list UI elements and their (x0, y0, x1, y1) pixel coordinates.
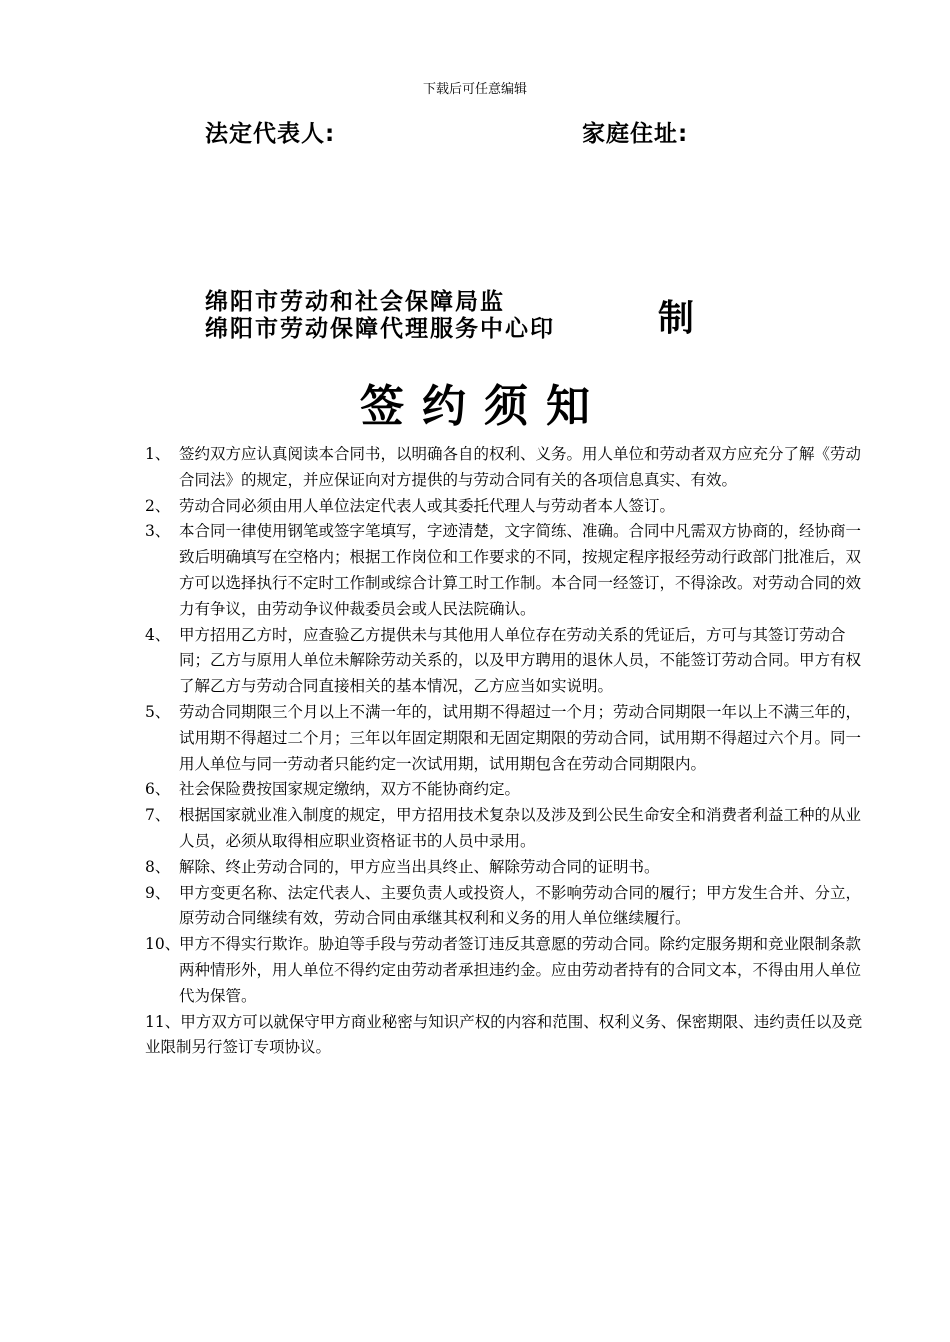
page-title: 签约须知 (360, 381, 608, 432)
notice-text: 甲方双方可以就保守甲方商业秘密与知识产权的内容和范围、权利义务、保密期限、违约责任以及竞业限制另行签订专项协议。 (145, 1012, 863, 1057)
issuer-zhi: 制 (658, 298, 695, 339)
notice-text: 社会保险费按国家规定缴纳，双方不能协商约定。 (179, 780, 521, 799)
notice-number: 10、 (145, 935, 181, 954)
header-note: 下载后可任意编辑 (422, 82, 527, 97)
home-address-label: 家庭住址: (582, 121, 689, 147)
notice-text: 解除、终止劳动合同的，甲方应当出具终止、解除劳动合同的证明书。 (179, 857, 660, 876)
notice-item (145, 881, 865, 933)
notice-item (145, 803, 865, 855)
notice-text: 劳动合同必须由用人单位法定代表人或其委托代理人与劳动者本人签订。 (179, 496, 676, 515)
notice-item (145, 519, 865, 622)
notice-text: 签约双方应认真阅读本合同书，以明确各自的权利、义务。用人单位和劳动者双方应充分了解《劳动合同法》的规定，并应保证向对方提供的与劳动合同有关的各项信息真实、有效。 (179, 445, 862, 489)
notice-item (145, 1010, 865, 1062)
issuer-line-2: 绵阳市劳动保障代理服务中心印 (205, 316, 555, 342)
notice-number: 11、 (145, 1012, 181, 1031)
notice-list (145, 442, 865, 1061)
issuer-line-1: 绵阳市劳动和社会保障局监 (205, 289, 505, 315)
notice-number: 3、 (145, 522, 171, 541)
notice-item (145, 494, 865, 520)
notice-item (145, 700, 865, 777)
notice-item (145, 442, 865, 494)
notice-number: 4、 (145, 625, 171, 644)
notice-text: 甲方变更名称、法定代表人、主要负责人或投资人，不影响劳动合同的履行；甲方发生合并、分立，原劳动合同继续有效，劳动合同由承继其权利和义务的用人单位继续履行。 (179, 883, 862, 928)
notice-number: 1、 (145, 445, 171, 463)
notice-number: 9、 (145, 883, 171, 902)
notice-number: 6、 (145, 780, 171, 799)
notice-item (145, 932, 865, 1009)
notice-text: 本合同一律使用钢笔或签字笔填写，字迹清楚，文字简练、准确。合同中凡需双方协商的，经协商一致后明确填写在空格内；根据工作岗位和工作要求的不同，按规定程序报经劳动行政部门批准后，双方可以选择执行不定时工作制或综合计算工时工作制。本合同一经签订，不得涂改。对劳动合同的效力有争议，由劳动争议仲裁委员会或人民法院确认。 (179, 522, 862, 618)
notice-number: 7、 (145, 806, 171, 825)
notice-item (145, 855, 865, 881)
notice-item (145, 777, 865, 803)
notice-text: 根据国家就业准入制度的规定，甲方招用技术复杂以及涉及到公民生命安全和消费者利益工种的从业人员，必须从取得相应职业资格证书的人员中录用。 (179, 806, 862, 850)
legal-representative-label: 法定代表人: (205, 121, 336, 147)
notice-text: 甲方不得实行欺诈。胁迫等手段与劳动者签订违反其意愿的劳动合同。除约定服务期和竞业限制条款两种情形外，用人单位不得约定由劳动者承担违约金。应由劳动者持有的合同文本，不得由用人单位代为保管。 (179, 935, 862, 1005)
notice-text: 甲方招用乙方时，应查验乙方提供未与其他用人单位存在劳动关系的凭证后，方可与其签订劳动合同；乙方与原用人单位未解除劳动关系的，以及甲方聘用的退休人员，不能签订劳动合同。甲方有权了解乙方与劳动合同直接相关的基本情况，乙方应当如实说明。 (179, 625, 862, 696)
notice-number: 5、 (145, 702, 171, 721)
notice-number: 8、 (145, 857, 171, 876)
notice-item (145, 623, 865, 700)
notice-text: 劳动合同期限三个月以上不满一年的，试用期不得超过一个月；劳动合同期限一年以上不满三年的，试用期不得超过二个月；三年以年固定期限和无固定期限的劳动合同，试用期不得超过六个月。同一用人单位与同一劳动者只能约定一次试用期，试用期包含在劳动合同期限内。 (179, 702, 862, 773)
notice-number: 2、 (145, 496, 171, 515)
